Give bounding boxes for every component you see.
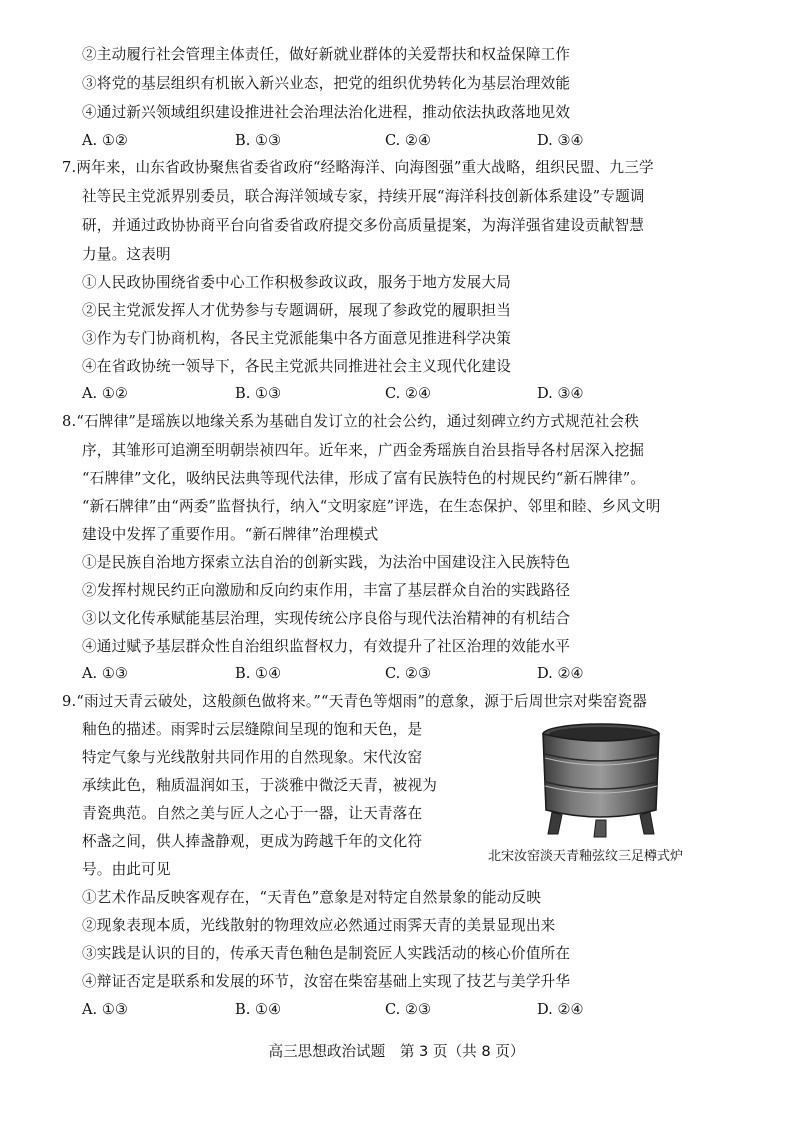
q7-option-3: ③作为专门协商机构，各民主党派能集中各方面意见推进科学决策 — [82, 330, 512, 347]
q6-choice-b: B. ①③ — [235, 132, 282, 149]
q8-stem-line-4: “新石牌律”由“两委”监督执行，纳入“文明家庭”评选，在生态保护、邻里和睦、乡风文明 — [82, 498, 661, 515]
q6-option-2: ②主动履行社会管理主体责任，做好新就业群体的关爱帮扶和权益保障工作 — [82, 46, 571, 63]
q9-stem-line-7: 号。由此可见 — [82, 861, 171, 878]
q9-choice-d: D. ②④ — [537, 1001, 584, 1018]
q9-option-2: ②现象表现本质，光线散射的物理效应必然通过雨霁天青的美景显现出来 — [82, 917, 556, 934]
q9-stem-line-2: 釉色的描述。雨霁时云层缝隙间呈现的饱和天色，是 — [82, 721, 423, 738]
q7-stem-line-3: 研，并通过政协协商平台向省委省政府提交多份高质量提案，为海洋强省建设贡献智慧 — [82, 217, 645, 234]
q6-choice-d: D. ③④ — [537, 132, 584, 149]
q7-choice-d: D. ③④ — [537, 385, 584, 402]
q8-choice-a: A. ①③ — [82, 665, 128, 682]
q7-option-4: ④在省政协统一领导下，各民主党派共同推进社会主义现代化建设 — [82, 358, 512, 375]
q7-option-2: ②民主党派发挥人才优势参与专题调研，展现了参政党的履职担当 — [82, 302, 512, 319]
q6-choice-a: A. ①② — [82, 132, 128, 149]
q8-choice-d: D. ②④ — [537, 665, 584, 682]
q8-stem-line-3: “石牌律”文化，吸纳民法典等现代法律，形成了富有民族特色的村规民约“新石牌律”。 — [82, 470, 646, 487]
q6-option-3: ③将党的基层组织有机嵌入新兴业态，把党的组织优势转化为基层治理效能 — [82, 75, 571, 92]
q8-option-1: ①是民族自治地方探索立法自治的创新实践，为法治中国建设注入民族特色 — [82, 554, 571, 571]
q6-choice-c: C. ②④ — [385, 132, 432, 149]
q9-stem-line-6: 杯盏之间，供人捧盏静观，更成为跨越千年的文化符 — [82, 833, 423, 850]
q8-option-4: ④通过赋予基层群众性自治组织监督权力，有效提升了社区治理的效能水平 — [82, 638, 571, 655]
q8-choice-b: B. ①④ — [235, 665, 282, 682]
q7-stem-line-1: 7.两年来，山东省政协聚焦省委省政府“经略海洋、向海图强”重大战略，组织民盟、九三学 — [62, 159, 654, 176]
q9-stem-line-1: 9.“雨过天青云破处，这般颜色做将来。”“天青色等烟雨”的意象，源于后周世宗对柴窑瓷器 — [62, 693, 648, 710]
q8-option-3: ③以文化传承赋能基层治理，实现传统公序良俗与现代法治精神的有机结合 — [82, 610, 571, 627]
q6-choices — [82, 131, 702, 151]
q8-choice-c: C. ②③ — [385, 665, 432, 682]
q9-option-3: ③实践是认识的目的，传承天青色釉色是制瓷匠人实践活动的核心价值所在 — [82, 945, 571, 962]
q7-stem-line-4: 力量。这表明 — [82, 246, 171, 263]
q9-choice-a: A. ①③ — [82, 1001, 128, 1018]
q9-option-1: ①艺术作品反映客观存在，“天青色”意象是对特定自然景象的能动反映 — [82, 889, 542, 906]
q9-choice-c: C. ②③ — [385, 1001, 432, 1018]
q7-choice-c: C. ②④ — [385, 385, 432, 402]
q6-option-4: ④通过新兴领域组织建设推进社会治理法治化进程，推动依法执政落地见效 — [82, 104, 571, 121]
q8-stem-line-5: 建设中发挥了重要作用。“新石牌律”治理模式 — [82, 526, 379, 543]
q9-choices — [82, 1000, 702, 1020]
q8-stem-line-2: 序，其雏形可追溯至明朝崇祯四年。近年来，广西金秀瑶族自治县指导各村居深入挖掘 — [82, 442, 645, 459]
q9-option-4: ④辩证否定是联系和发展的环节，汝窑在柴窑基础上实现了技艺与美学升华 — [82, 973, 571, 990]
q9-choice-b: B. ①④ — [235, 1001, 282, 1018]
q9-stem-line-5: 青瓷典范。自然之美与匠人之心于一器，让天青落在 — [82, 805, 423, 822]
q7-option-1: ①人民政协围绕省委中心工作积极参政议政，服务于地方发展大局 — [82, 274, 512, 291]
q8-choices — [82, 664, 702, 684]
q8-option-2: ②发挥村规民约正向激励和反向约束作用，丰富了基层群众自治的实践路径 — [82, 582, 571, 599]
q7-choice-a: A. ①② — [82, 385, 128, 402]
q7-choices — [82, 384, 702, 404]
q7-stem-line-2: 社等民主党派界别委员，联合海洋领域专家，持续开展“海洋科技创新体系建设”专题调 — [82, 188, 645, 205]
q9-stem-line-3: 特定气象与光线散射共同作用的自然现象。宋代汝窑 — [82, 749, 423, 766]
page-footer: 高三思想政治试题 第 3 页（共 8 页） — [268, 1043, 525, 1060]
ru-ware-censer-image — [536, 720, 666, 838]
q8-stem-line-1: 8.“石牌律”是瑶族以地缘关系为基础自发订立的社会公约，通过刻碑立约方式规范社会秩 — [62, 413, 640, 430]
image-caption: 北宋汝窑淡天青釉弦纹三足樽式炉 — [488, 849, 684, 864]
q7-choice-b: B. ①③ — [235, 385, 282, 402]
q9-stem-line-4: 承续此色，釉质温润如玉，于淡雅中微泛天青，被视为 — [82, 777, 438, 794]
